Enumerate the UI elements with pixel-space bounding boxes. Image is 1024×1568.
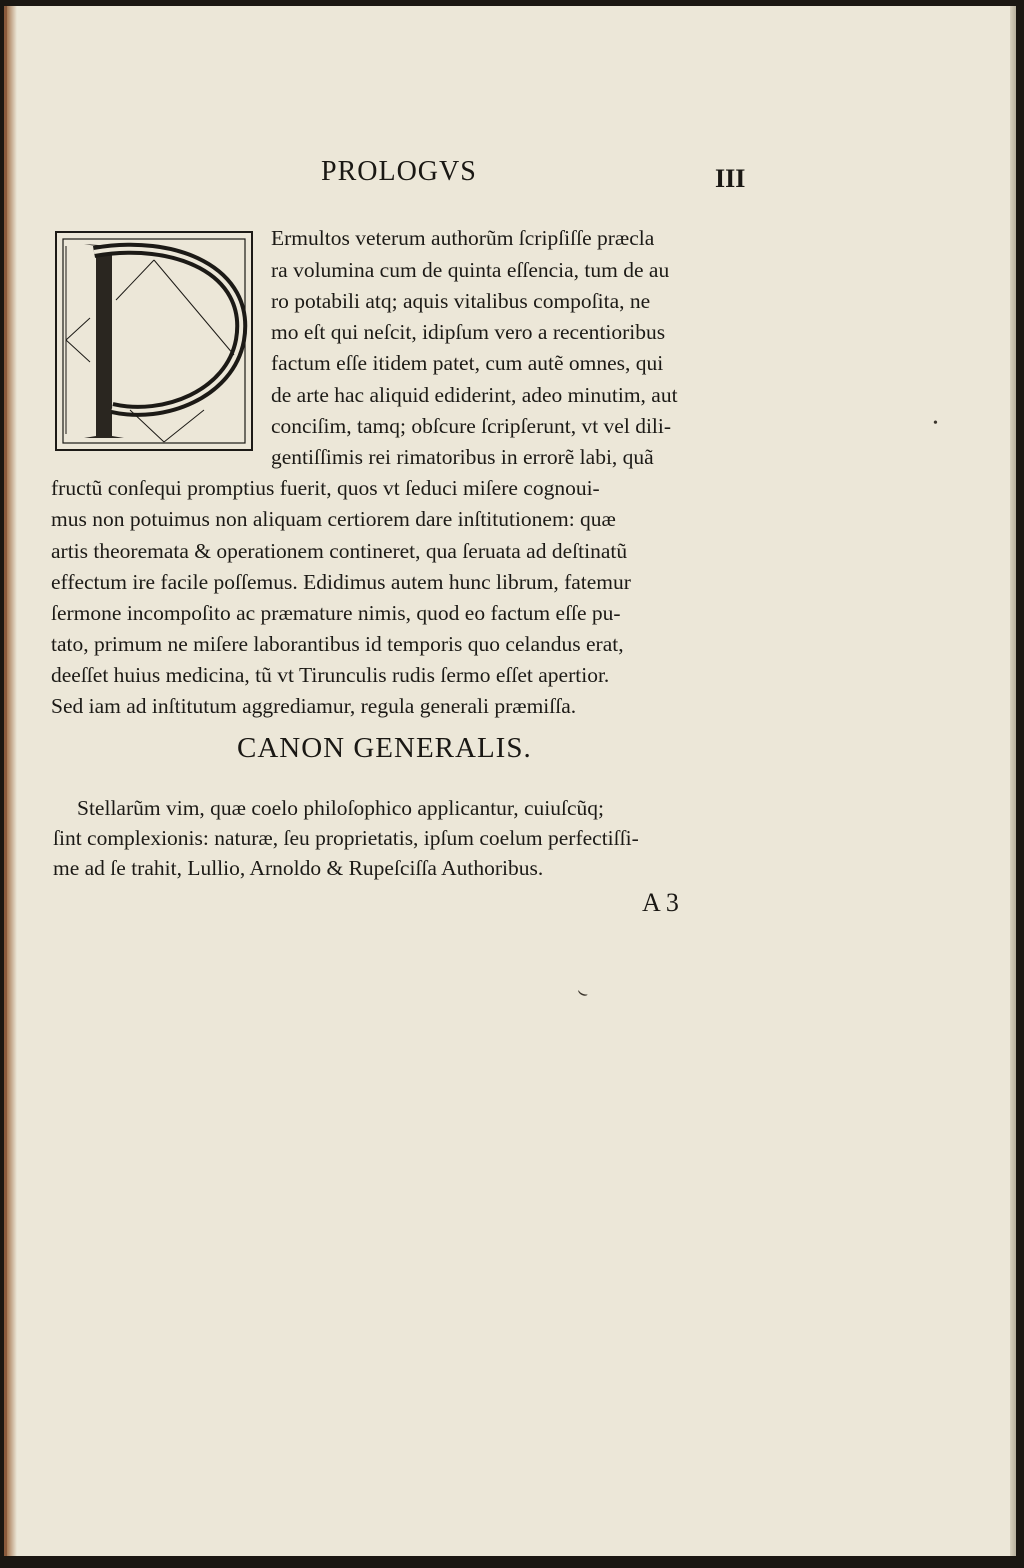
book-page (4, 6, 1016, 1556)
prologue-line: ſermone incompoſito ac præmature nimis, quod eo factum eſſe pu- (51, 601, 621, 625)
prologue-line: conciſim, tamq; obſcure ſcripſerunt, vt vel dili- (271, 414, 672, 438)
folio-number: III (715, 164, 746, 193)
running-title: PROLOGVS (321, 156, 477, 187)
canon-line: ſint complexionis: naturæ, ſeu proprietatis, ipſum coelum perfectiſſi- (53, 826, 639, 850)
prologue-line: Ermultos veterum authorũm ſcripſiſſe præcla (271, 226, 655, 250)
signature-mark: A 3 (642, 888, 679, 917)
prologue-line: ra volumina cum de quinta eſſencia, tum de au (271, 258, 670, 282)
ink-speck: • (933, 416, 938, 431)
prologue-line: tato, primum ne miſere laborantibus id temporis quo celandus erat, (51, 632, 624, 656)
prologue-line: factum eſſe itidem patet, cum autẽ omnes, qui (271, 351, 664, 375)
paper-crease: ⌣ (573, 980, 593, 1004)
prologue-line: Sed iam ad inſtitutum aggrediamur, regula generali præmiſſa. (51, 694, 577, 718)
prologue-line: effectum ire facile poſſemus. Edidimus autem hunc librum, fatemur (51, 570, 631, 594)
prologue-line: mo eſt qui neſcit, idipſum vero a recentioribus (271, 320, 666, 344)
prologue-line: fructũ conſequi promptius fuerit, quos vt ſeduci miſere cognoui- (51, 476, 600, 500)
canon-line: me ad ſe trahit, Lullio, Arnoldo & Rupeſciſſa Authoribus. (53, 856, 544, 880)
prologue-line: mus non potuimus non aliquam certiorem dare inſtitutionem: quæ (51, 507, 616, 531)
canon-heading: CANON GENERALIS. (237, 732, 532, 764)
prologue-line: artis theoremata & operationem contineret, qua ſeruata ad deſtinatũ (51, 539, 628, 563)
prologue-line: de arte hac aliquid ediderint, adeo minutim, aut (271, 383, 678, 407)
prologue-text (7, 6, 1019, 1556)
canon-line: Stellarũm vim, quæ coelo philoſophico applicantur, cuiuſcũq; (77, 796, 604, 820)
prologue-line: gentiſſimis rei rimatoribus in errorẽ labi, quã (271, 445, 654, 469)
prologue-line: ro potabili atq; aquis vitalibus compoſita, ne (271, 289, 651, 313)
prologue-line: deeſſet huius medicina, tũ vt Tirunculis rudis ſermo eſſet apertior. (51, 663, 610, 687)
